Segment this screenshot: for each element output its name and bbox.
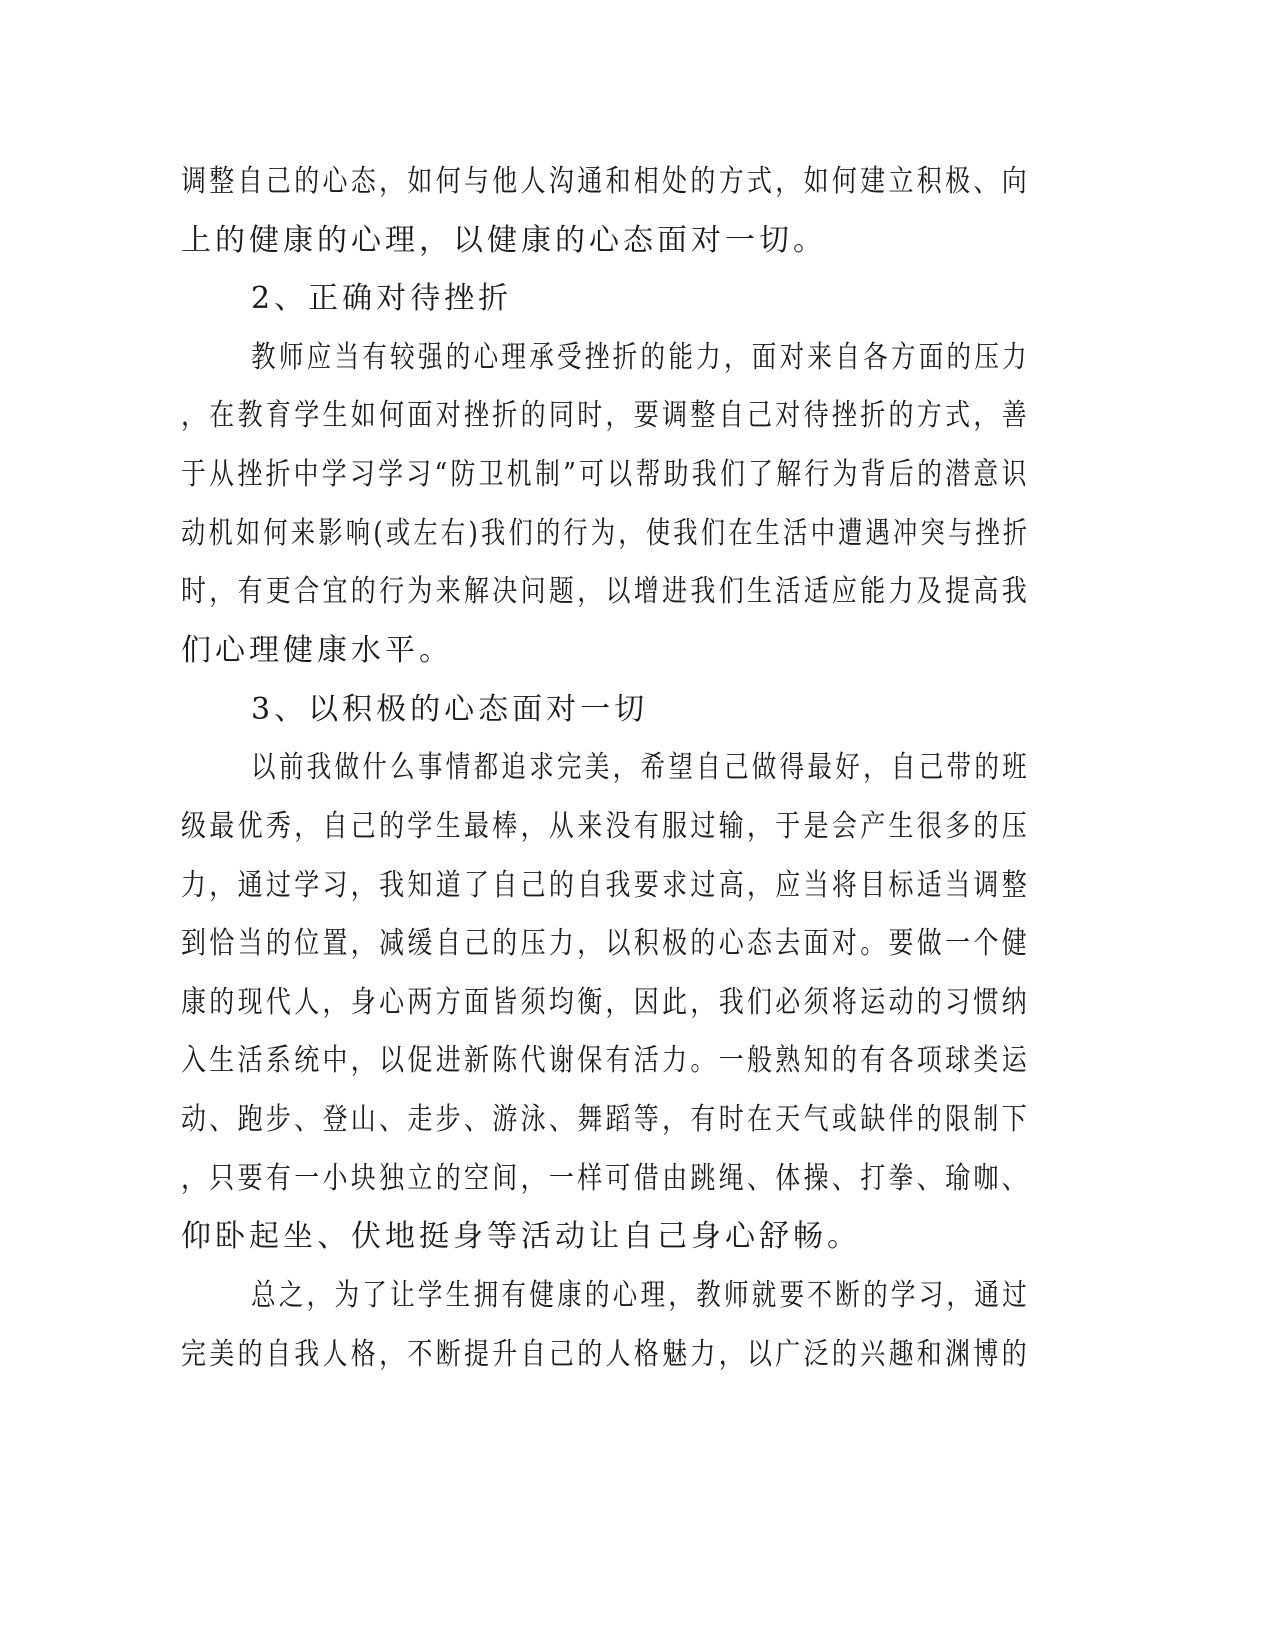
- text-line: 力，通过学习，我知道了自己的自我要求过高，应当将目标适当调整: [181, 868, 1030, 903]
- text-line: 动、跑步、登山、走步、游泳、舞蹈等，有时在天气或缺伴的限制下: [181, 1102, 1030, 1137]
- text-line: 于从挫折中学习学习“防卫机制”可以帮助我们了解行为背后的潜意识: [181, 457, 1030, 492]
- text-line: 总之，为了让学生拥有健康的心理，教师就要不断的学习，通过: [251, 1278, 1030, 1313]
- text-line: 上的健康的心理，以健康的心态面对一切。: [181, 223, 827, 258]
- text-line: 们心理健康水平。: [181, 633, 453, 668]
- text-line: 入生活系统中，以促进新陈代谢保有活力。一般熟知的有各项球类运: [181, 1043, 1030, 1078]
- text-line: 教师应当有较强的心理承受挫折的能力，面对来自各方面的压力: [251, 340, 1030, 375]
- section-heading: 3、以积极的心态面对一切: [251, 692, 649, 727]
- text-line: 级最优秀，自己的学生最棒，从来没有服过输，于是会产生很多的压: [181, 809, 1030, 844]
- text-line: 动机如何来影响(或左右)我们的行为，使我们在生活中遭遇冲突与挫折: [181, 516, 1031, 551]
- text-line: 以前我做什么事情都追求完美，希望自己做得最好，自己带的班: [251, 750, 1030, 785]
- text-line: 康的现代人，身心两方面皆须均衡，因此，我们必须将运动的习惯纳: [181, 985, 1030, 1020]
- text-line: 仰卧起坐、伏地挺身等活动让自己身心舒畅。: [181, 1219, 861, 1254]
- text-line: 时，有更合宜的行为来解决问题，以增进我们生活适应能力及提高我: [181, 574, 1030, 609]
- text-line: 完美的自我人格，不断提升自己的人格魅力，以广泛的兴趣和渊博的: [181, 1337, 1030, 1372]
- text-line: ，只要有一小块独立的空间，一样可借由跳绳、体操、打拳、瑜咖、: [181, 1161, 1030, 1196]
- text-line: 到恰当的位置，减缓自己的压力，以积极的心态去面对。要做一个健: [181, 926, 1030, 961]
- text-line: ，在教育学生如何面对挫折的同时，要调整自己对待挫折的方式，善: [181, 398, 1030, 433]
- section-heading: 2、正确对待挫折: [251, 281, 513, 316]
- text-line: 调整自己的心态，如何与他人沟通和相处的方式，如何建立积极、向: [181, 164, 1030, 199]
